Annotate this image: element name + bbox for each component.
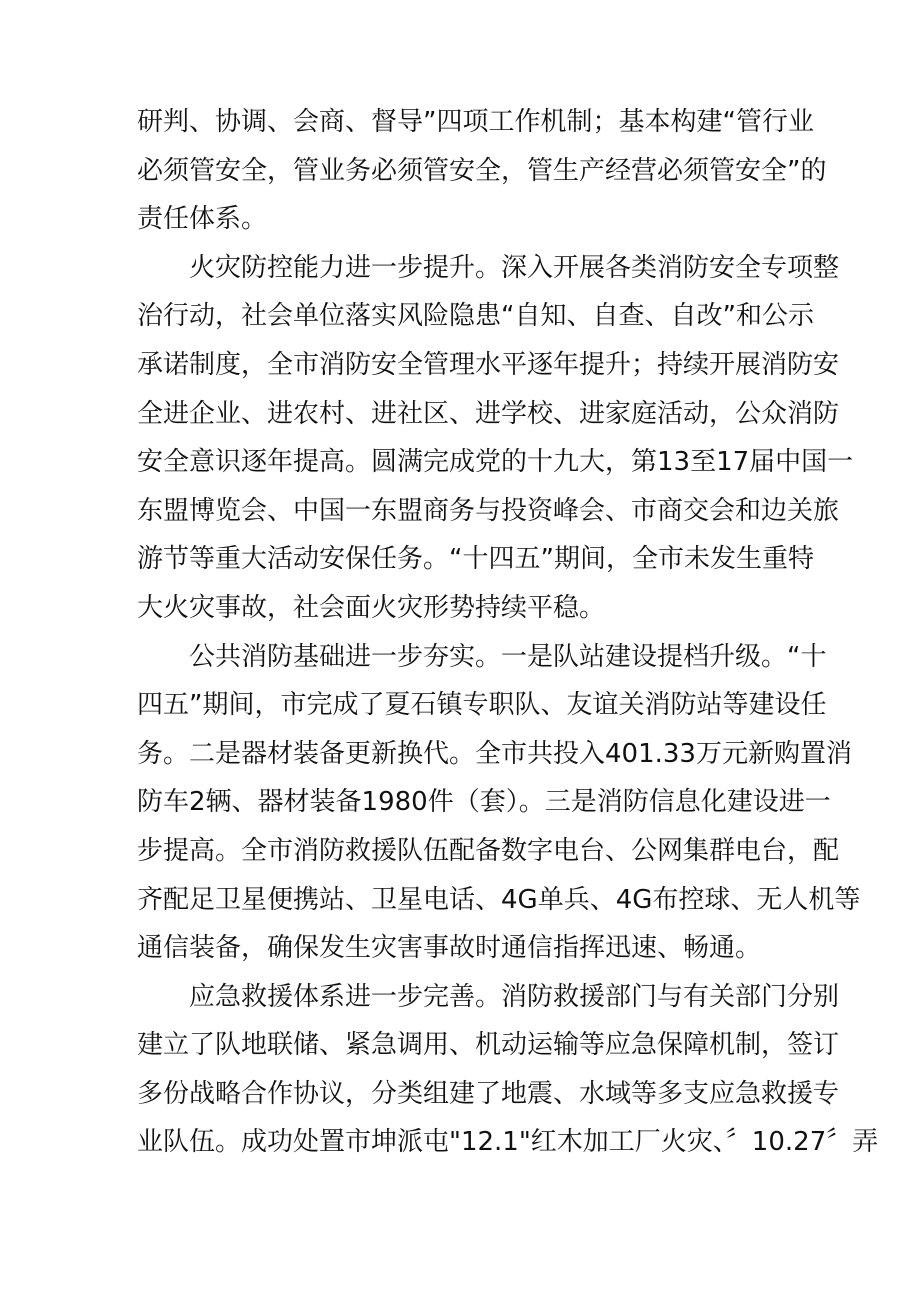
text-line: 四五”期间，市完成了夏石镇专职队、友谊关消防站等建设任 bbox=[137, 690, 827, 721]
text-line: 建立了队地联储、紧急调用、机动运输等应急保障机制，签订 bbox=[137, 1030, 840, 1061]
text-line: 防车2辆、器材装备1980件（套）。三是消防信息化建设进一 bbox=[137, 787, 831, 818]
text-line: 大火灾事故，社会面火灾形势持续平稳。 bbox=[137, 592, 606, 623]
text-line: 承诺制度，全市消防安全管理水平逐年提升；持续开展消防安 bbox=[137, 349, 840, 380]
text-line: 研判、协调、会商、督导”四项工作机制；基本构建“管行业 bbox=[137, 107, 814, 137]
paragraph-first-line: 应急救援体系进一步完善。消防救援部门与有关部门分别 bbox=[189, 981, 840, 1012]
text-line: 安全意识逐年提高。圆满完成党的十九大，第13至17届中国一 bbox=[137, 447, 854, 478]
paragraph-first-line: 公共消防基础进一步夯实。一是队站建设提档升级。“十 bbox=[189, 641, 827, 672]
text-line: 务。二是器材装备更新换代。全市共投入401.33万元新购置消 bbox=[137, 738, 852, 769]
text-line: 通信装备，确保发生灾害事故时通信指挥迅速、畅通。 bbox=[137, 933, 762, 964]
document-body bbox=[137, 98, 879, 1167]
text-line: 步提高。全市消防救援队伍配备数字电台、公网集群电台，配 bbox=[137, 835, 840, 866]
text-line: 齐配足卫星便携站、卫星电话、4G单兵、4G布控球、无人机等 bbox=[137, 884, 861, 915]
text-line: 多份战略合作协议，分类组建了地震、水域等多支应急救援专 bbox=[137, 1078, 840, 1109]
paragraph-first-line: 火灾防控能力进一步提升。深入开展各类消防安全专项整 bbox=[189, 252, 840, 283]
text-line: 东盟博览会、中国一东盟商务与投资峰会、市商交会和边关旅 bbox=[137, 495, 840, 526]
text-line: 必须管安全，管业务必须管安全，管生产经营必须管安全”的 bbox=[137, 155, 827, 186]
text-line: 全进企业、进农村、进社区、进学校、进家庭活动，公众消防 bbox=[137, 398, 840, 429]
text-line: 治行动，社会单位落实风险隐患“自知、自查、自改”和公示 bbox=[137, 301, 814, 332]
text-line: 责任体系。 bbox=[137, 204, 268, 235]
text-line: 游节等重大活动安保任务。“十四五”期间，全市未发生重特 bbox=[137, 544, 814, 575]
text-line: 业队伍。成功处置市坤派屯"12.1"红木加工厂火灾、〞10.27〞弄 bbox=[137, 1127, 879, 1158]
